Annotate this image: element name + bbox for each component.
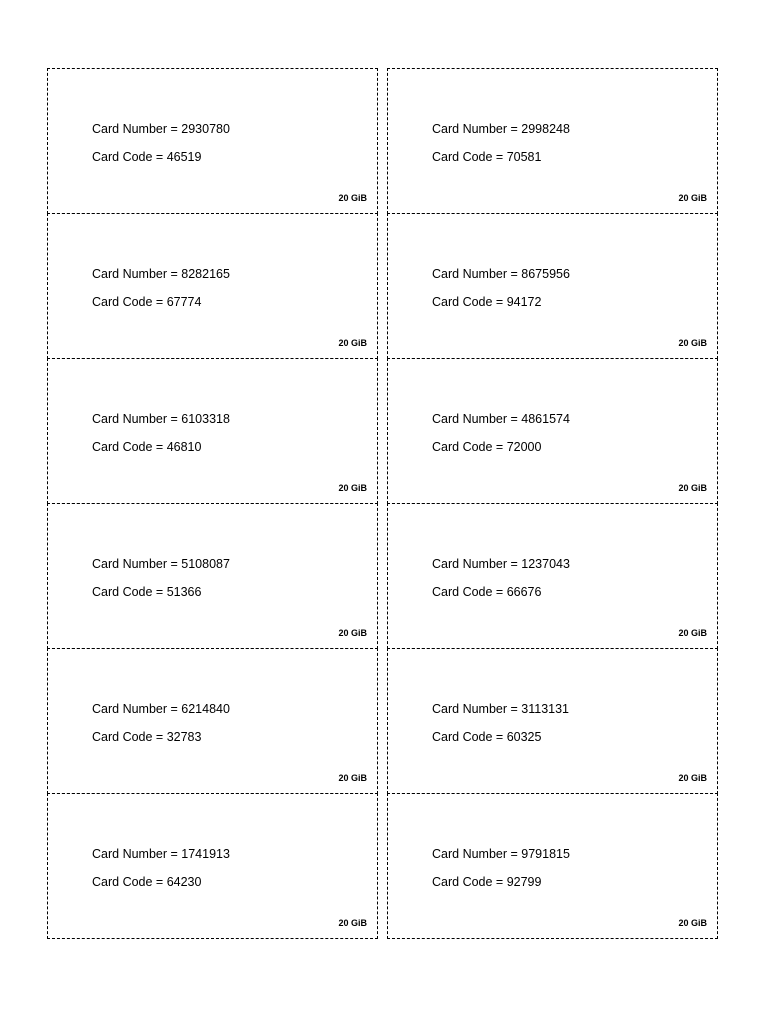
data-plan-label: 20 GiB bbox=[338, 628, 367, 638]
voucher-card bbox=[47, 648, 378, 794]
card-code: Card Code = 92799 bbox=[432, 875, 542, 889]
data-plan-label: 20 GiB bbox=[678, 918, 707, 928]
voucher-card bbox=[387, 648, 718, 794]
data-plan-label: 20 GiB bbox=[678, 628, 707, 638]
voucher-card bbox=[387, 213, 718, 359]
voucher-card bbox=[47, 503, 378, 649]
card-code: Card Code = 60325 bbox=[432, 730, 542, 744]
data-plan-label: 20 GiB bbox=[678, 338, 707, 348]
card-number: Card Number = 1741913 bbox=[92, 847, 230, 861]
data-plan-label: 20 GiB bbox=[338, 773, 367, 783]
data-plan-label: 20 GiB bbox=[338, 483, 367, 493]
data-plan-label: 20 GiB bbox=[678, 773, 707, 783]
card-code: Card Code = 51366 bbox=[92, 585, 202, 599]
card-number: Card Number = 4861574 bbox=[432, 412, 570, 426]
voucher-sheet bbox=[47, 68, 719, 944]
card-column-right bbox=[387, 68, 718, 944]
card-code: Card Code = 46810 bbox=[92, 440, 202, 454]
card-number: Card Number = 9791815 bbox=[432, 847, 570, 861]
voucher-card bbox=[47, 213, 378, 359]
data-plan-label: 20 GiB bbox=[338, 193, 367, 203]
voucher-card bbox=[387, 68, 718, 214]
card-number: Card Number = 8675956 bbox=[432, 267, 570, 281]
card-number: Card Number = 2930780 bbox=[92, 122, 230, 136]
card-code: Card Code = 64230 bbox=[92, 875, 202, 889]
card-code: Card Code = 46519 bbox=[92, 150, 202, 164]
data-plan-label: 20 GiB bbox=[678, 483, 707, 493]
card-number: Card Number = 8282165 bbox=[92, 267, 230, 281]
voucher-card bbox=[387, 503, 718, 649]
voucher-card bbox=[387, 793, 718, 939]
card-number: Card Number = 6103318 bbox=[92, 412, 230, 426]
card-code: Card Code = 70581 bbox=[432, 150, 542, 164]
card-number: Card Number = 3113131 bbox=[432, 702, 570, 716]
card-code: Card Code = 66676 bbox=[432, 585, 542, 599]
voucher-card bbox=[47, 358, 378, 504]
card-number: Card Number = 6214840 bbox=[92, 702, 230, 716]
voucher-card bbox=[47, 793, 378, 939]
card-number: Card Number = 5108087 bbox=[92, 557, 230, 571]
data-plan-label: 20 GiB bbox=[338, 338, 367, 348]
card-code: Card Code = 94172 bbox=[432, 295, 542, 309]
data-plan-label: 20 GiB bbox=[338, 918, 367, 928]
card-number: Card Number = 2998248 bbox=[432, 122, 570, 136]
card-column-left bbox=[47, 68, 378, 944]
voucher-card bbox=[387, 358, 718, 504]
card-code: Card Code = 72000 bbox=[432, 440, 542, 454]
card-code: Card Code = 67774 bbox=[92, 295, 202, 309]
voucher-card bbox=[47, 68, 378, 214]
card-code: Card Code = 32783 bbox=[92, 730, 202, 744]
data-plan-label: 20 GiB bbox=[678, 193, 707, 203]
card-number: Card Number = 1237043 bbox=[432, 557, 570, 571]
